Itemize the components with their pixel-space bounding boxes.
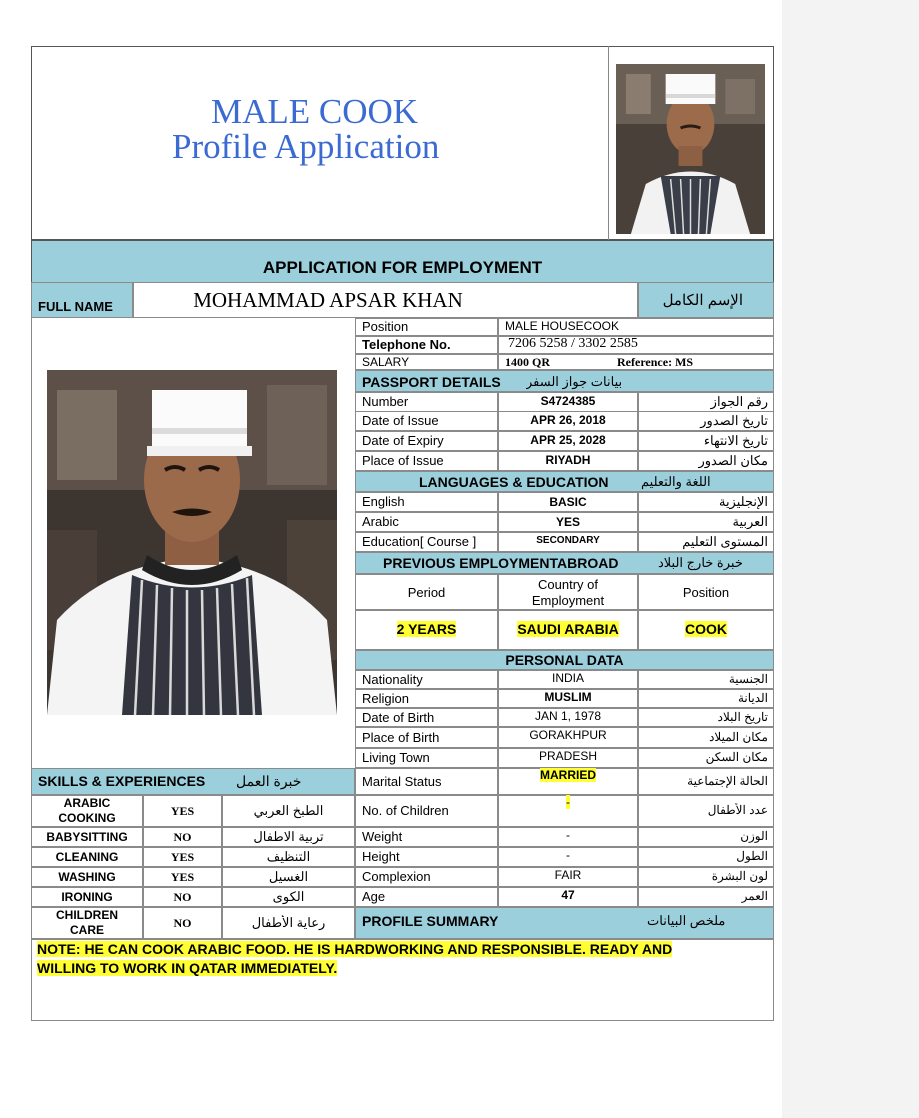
skill-ar: تربية الاطفال	[253, 829, 324, 844]
passport-value: S4724385	[540, 394, 596, 408]
personal-value-wrap	[498, 709, 638, 723]
personal-value-wrap	[498, 795, 638, 809]
personal-value: -	[566, 828, 570, 842]
telephone-value: 7206 5258 / 3302 2585	[508, 336, 638, 351]
skill-label: BABYSITTING	[46, 830, 128, 844]
passport-ar: تاريخ الصدور	[700, 413, 768, 428]
personal-value-wrap	[498, 728, 638, 742]
personal-ar: العمر	[741, 889, 768, 903]
passport-value: APR 26, 2018	[530, 413, 606, 427]
previous-col-country-line2: Employment	[531, 593, 605, 608]
personal-value: JAN 1, 1978	[534, 709, 602, 723]
previous-heading: PREVIOUS EMPLOYMENTABROAD	[383, 555, 619, 571]
skill-ar: التنظيف	[266, 849, 311, 864]
personal-ar: الوزن	[740, 829, 768, 843]
personal-value-wrap	[498, 888, 638, 902]
header-subtitle: Profile Application	[172, 127, 440, 166]
personal-value-wrap	[498, 671, 638, 685]
personal-label: Weight	[362, 829, 403, 844]
previous-heading-ar: خبرة خارج البلاد	[658, 555, 743, 570]
skill-label: WASHING	[58, 870, 116, 884]
personal-heading: PERSONAL DATA	[505, 652, 624, 668]
skill-label-line1: CHILDREN	[56, 908, 118, 922]
personal-ar: مكان الميلاد	[709, 730, 768, 744]
skill-label: CLEANING	[55, 850, 119, 864]
skill-value: NO	[173, 890, 192, 904]
personal-ar: الديانة	[737, 691, 768, 705]
personal-ar: الجنسية	[728, 672, 768, 686]
personal-label: Place of Birth	[362, 730, 440, 745]
summary-heading: PROFILE SUMMARY	[362, 913, 499, 929]
languages-heading: LANGUAGES & EDUCATION	[419, 474, 609, 490]
personal-label: Living Town	[362, 750, 430, 765]
personal-label: Complexion	[362, 869, 431, 884]
personal-value: GORAKHPUR	[529, 728, 607, 742]
personal-value-wrap	[498, 828, 638, 842]
personal-label: No. of Children	[362, 803, 449, 818]
position-value: MALE HOUSECOOK	[505, 319, 620, 333]
previous-period: 2 YEARS	[396, 621, 457, 637]
personal-value: PRADESH	[538, 749, 597, 763]
personal-value-wrap	[498, 848, 638, 862]
language-label: Education[ Course ]	[362, 534, 477, 549]
skill-ar: الكوى	[272, 889, 305, 904]
language-value: SECONDARY	[536, 535, 600, 546]
previous-position: COOK	[685, 621, 727, 637]
skills-heading: SKILLS & EXPERIENCES	[38, 773, 206, 789]
salary-label: SALARY	[362, 355, 410, 369]
summary-heading-ar: ملخص البيانات	[647, 913, 726, 928]
personal-label: Nationality	[362, 672, 423, 687]
languages-heading-ar: اللغة والتعليم	[641, 474, 711, 489]
passport-ar: مكان الصدور	[698, 453, 768, 468]
personal-label: Age	[362, 889, 386, 904]
salary-value: 1400 QR	[505, 355, 550, 369]
previous-col-country-line1: Country of	[538, 577, 598, 592]
skills-heading-ar: خبرة العمل	[236, 773, 302, 789]
personal-value-wrap	[498, 768, 638, 782]
telephone-label: Telephone No.	[362, 337, 451, 352]
passport-value: APR 25, 2028	[530, 433, 606, 447]
note-line1: NOTE: HE CAN COOK ARABIC FOOD. HE IS HARDWORKING AND RESPONSIBLE. READY AND	[37, 941, 673, 957]
header-divider	[608, 46, 609, 240]
previous-position-wrap	[638, 621, 774, 637]
skill-label-line1: ARABIC	[63, 796, 111, 810]
passport-heading-ar: بيانات جواز السفر	[526, 374, 623, 389]
language-label: Arabic	[362, 514, 399, 529]
skill-value: NO	[173, 830, 192, 844]
language-ar: المستوى التعليم	[682, 534, 768, 549]
language-value: YES	[555, 515, 580, 529]
full-name-value: MOHAMMAD APSAR KHAN	[193, 288, 463, 312]
full-name-label: FULL NAME	[38, 299, 113, 314]
previous-period-wrap	[355, 621, 498, 637]
personal-value-wrap	[498, 749, 638, 763]
language-value: BASIC	[549, 495, 587, 509]
personal-label: Date of Birth	[362, 710, 435, 725]
skill-label-line2: CARE	[69, 923, 104, 937]
personal-label: Marital Status	[362, 774, 442, 789]
personal-ar: عدد الأطفال	[707, 803, 768, 817]
application-banner-title: APPLICATION FOR EMPLOYMENT	[262, 258, 543, 277]
note-line1-wrap	[37, 941, 672, 957]
skill-ar: الغسيل	[268, 869, 309, 884]
passport-label: Number	[362, 394, 409, 409]
previous-col-position-label: Position	[682, 585, 730, 600]
header-title: MALE COOK	[211, 92, 419, 131]
skill-ar: رعاية الأطفال	[251, 915, 326, 930]
personal-ar: الطول	[736, 849, 768, 863]
personal-value-wrap	[498, 868, 638, 882]
reference: Reference: MS	[617, 355, 694, 369]
personal-value: MUSLIM	[544, 690, 592, 704]
full-name-ar: الإسم الكامل	[662, 292, 743, 309]
skill-value: YES	[170, 804, 195, 818]
skill-value: YES	[170, 870, 195, 884]
passport-label: Place of Issue	[362, 453, 444, 468]
page-margin	[782, 0, 919, 1118]
personal-value: 47	[561, 888, 575, 902]
profile-photo-small	[616, 64, 765, 234]
personal-value: -	[566, 795, 570, 809]
language-label: English	[362, 494, 405, 509]
skill-ar: الطبخ العربي	[253, 803, 324, 818]
position-label: Position	[362, 319, 409, 334]
language-ar: العربية	[732, 514, 768, 529]
left-panel-border	[31, 318, 32, 768]
personal-label: Religion	[362, 691, 409, 706]
skill-value: YES	[170, 850, 195, 864]
skill-label: IRONING	[61, 890, 113, 904]
passport-ar: تاريخ الانتهاء	[703, 433, 768, 448]
passport-heading: PASSPORT DETAILS	[362, 374, 501, 390]
previous-country: SAUDI ARABIA	[517, 621, 619, 637]
personal-value: -	[566, 848, 570, 862]
skill-value: NO	[173, 916, 192, 930]
personal-ar: مكان السكن	[705, 750, 768, 764]
previous-country-wrap	[498, 621, 638, 637]
passport-ar: رقم الجواز	[710, 394, 768, 409]
language-ar: الإنجليزية	[718, 494, 768, 509]
passport-value: RIYADH	[545, 453, 591, 467]
passport-label: Date of Issue	[362, 413, 439, 428]
previous-col-period-label: Period	[407, 585, 446, 600]
personal-ar: لون البشرة	[711, 869, 768, 883]
profile-photo-large	[47, 370, 337, 715]
personal-ar: تاريخ البلاد	[717, 710, 768, 724]
personal-value: FAIR	[554, 868, 582, 882]
passport-label: Date of Expiry	[362, 433, 444, 448]
skill-label-line2: COOKING	[58, 811, 116, 825]
personal-ar: الحالة الإجتماعية	[687, 774, 768, 788]
note-line2-wrap	[37, 960, 337, 976]
personal-value: INDIA	[551, 671, 584, 685]
note-line2: WILLING TO WORK IN QATAR IMMEDIATELY.	[37, 960, 338, 976]
personal-label: Height	[362, 849, 400, 864]
personal-value-wrap	[498, 690, 638, 704]
personal-value: MARRIED	[540, 768, 596, 782]
